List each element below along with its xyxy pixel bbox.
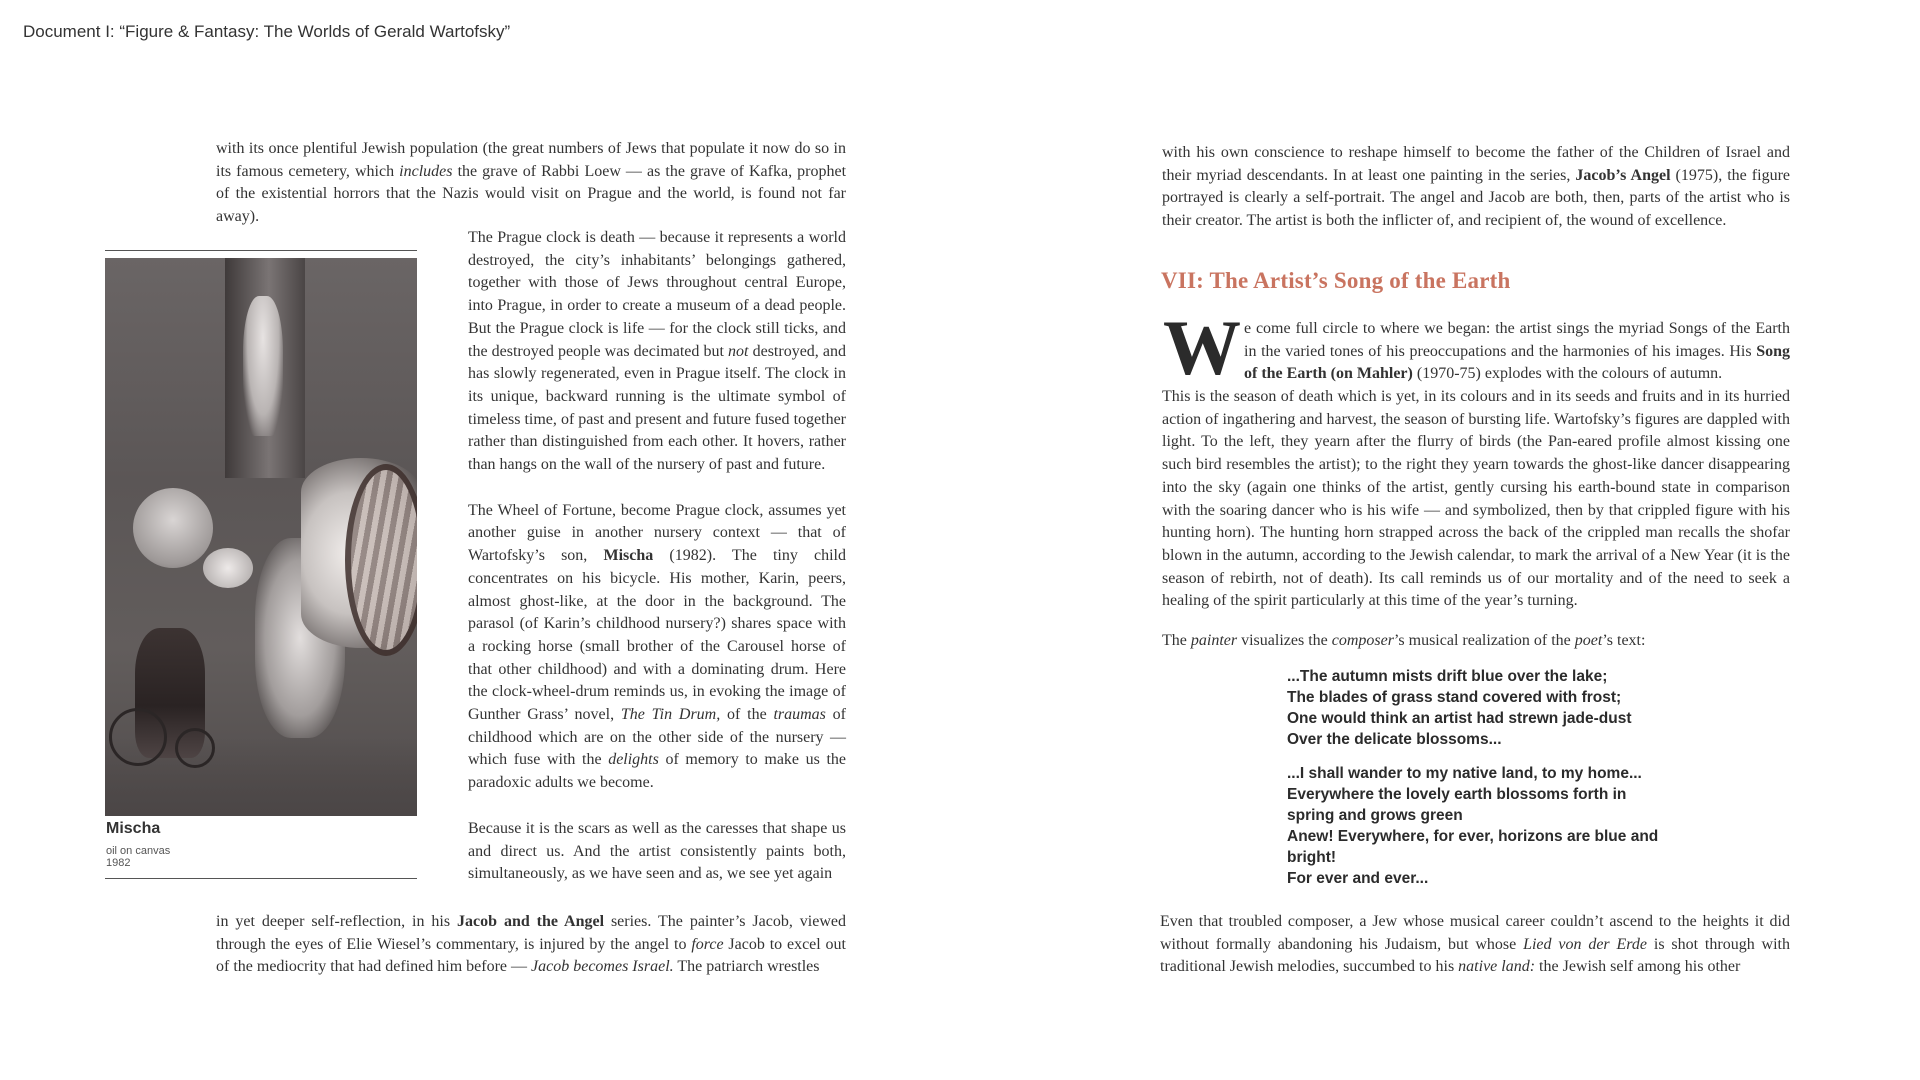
paragraph: This is the season of death which is yet, in its colours and in its seeds and fruits and in its hurried action of ingathering and harvest, the season of bursting life. Wartofsky’s figures are dappled with light. To the left, they yearn after the flurry of birds (the Pan-eared profile almost kissing one such bird resembles the artist); to the right they yearn towards the ghost-like dancer disappearing into the sky (again one thinks of the artist, gently cursing his earth-bound state in comparison with the soaring dancer who is his wife — and symbolized, then by that crippled figure with his hunting horn). The hunting horn strapped across the back of the crippled man recalls the shofar blown in the autumn, according to the Jewish calendar, to mark the arrival of a New Year (it is the season of rebirth, not of death). Its call reminds us of our mortality and of the need to seek a healing of the spirit particularly at this time of the year’s turning. [1162,388,1790,610]
painting-parasol [133,488,213,568]
painting-parasol-small [203,548,253,588]
italic-text: painter [1190,632,1238,649]
right-main-paragraph [1162,386,1790,613]
right-bottom-paragraph [1160,911,1790,979]
bold-text: Jacob and the Angel [457,913,605,930]
poem-intro [1162,630,1790,653]
poem-line: bright! [1287,849,1337,866]
paragraph: The painter visualizes the composer’s musical realization of the poet’s text: [1162,632,1646,649]
italic-text: not [728,342,749,360]
poem-line: The blades of grass stand covered with frost; [1287,689,1622,706]
figure-caption-year: 1982 [106,857,131,869]
italic-text: traumas [773,706,826,724]
poem-stanza-2 [1287,763,1687,889]
paragraph: Even that troubled composer, a Jew whose musical career couldn’t ascend to the heights it did without formally abandoning his Judaism, but whose Lied von der Erde is shot through with traditional Jewish melodies, succumbed to his native land: the Jewish self among his other [1160,913,1790,976]
painting-mother-figure [243,296,283,436]
left-right-column [468,227,846,909]
bold-text: Song of the Earth (on Mahler) [1244,342,1790,383]
bold-text: Jacob’s Angel [1575,166,1671,184]
painting-bicycle-wheel [175,728,215,768]
paragraph: Because it is the scars as well as the caresses that shape us and direct us. And the artist consistently paints both, simultaneously, as we have seen and as, we see yet again [468,819,846,883]
poem-line: Anew! Everywhere, for ever, horizons are blue and [1287,828,1659,845]
paragraph: with its once plentiful Jewish population (the great numbers of Jews that populate it now do so in its famous cemetery, which includes the grave of Rabbi Loew — as the grave of Kafka, prophet of the existential horrors that the Nazis would visit on Prague and the world, is found not far away). [216,140,847,226]
paragraph: The Prague clock is death — because it represents a world destroyed, the city’s inhabitants’ belongings gathered, together with those of Jews throughout central Europe, into Prague, in order to create a museum of a dead people. But the Prague clock is life — for the clock still ticks, and the destroyed people was decimated but not destroyed, and has slowly regenerated, even in Prague itself. The clock in its unique, backward running is the ultimate symbol of timeless time, of past and present and future fused together rather than distinguished from each other. It hovers, rather than hangs on the wall of the nursery of past and future. [468,229,846,474]
figure-caption-title: Mischa [106,820,161,837]
poem-line: spring and grows green [1287,807,1463,824]
figure-caption-medium: oil on canvas [106,845,171,857]
italic-text: Jacob becomes Israel. [531,958,674,976]
left-top-paragraph [216,138,846,229]
figure-top-rule [105,250,417,251]
left-bottom-paragraph [216,911,846,979]
italic-text: Lied von der Erde [1523,935,1648,953]
drop-cap: W [1163,304,1241,391]
poem-line: One would think an artist had strewn jade-dust [1287,710,1632,727]
painting-drum-rim [345,464,417,656]
bold-text: Mischa [603,547,654,565]
right-first-lines [1244,318,1790,386]
paragraph: e come full circle to where we began: the artist sings the myriad Songs of the Earth in the varied tones of his preoccupations and the harmonies of his images. His Song of the Earth (on Mahler) (1970-75) explodes with the colours of autumn. [1244,320,1790,383]
right-top-paragraph [1162,142,1790,233]
paragraph: in yet deeper self-reflection, in his Jacob and the Angel series. The painter’s Jacob, viewed through the eyes of Elie Wiesel’s commentary, is injured by the angel to force Jacob to excel out of the mediocrity that had defined him before — Jacob becomes Israel. The patriarch wrestles [216,913,846,976]
italic-text: composer [1331,632,1394,649]
paragraph: The Wheel of Fortune, become Prague clock, assumes yet another guise in another nursery context — that of Wartofsky’s son, Mischa (1982). The tiny child concentrates on his bicycle. His mother, Karin, peers, almost ghost-like, at the door in the background. The parasol (of Karin’s childhood nursery?) shares space with a rocking horse (small brother of the Carousel horse of that other childhood) and with a dominating drum. Here the clock-wheel-drum reminds us, in evoking the image of Gunther Grass’ novel, The Tin Drum, of the traumas of childhood which are on the other side of the nursery — which fuse with the delights of memory to make us the paradoxic adults we become. [468,501,847,792]
painting-bicycle-wheel [109,708,167,766]
italic-text: poet [1574,632,1603,649]
poem-line: For ever and ever... [1287,870,1429,887]
section-heading: VII: The Artist’s Song of the Earth [1161,268,1511,293]
poem-line: Everywhere the lovely earth blossoms forth in [1287,786,1627,803]
italic-text: The Tin Drum, [620,706,721,724]
poem-line: Over the delicate blossoms... [1287,731,1502,748]
figure-bottom-rule [105,878,417,879]
italic-text: native land: [1458,958,1536,976]
poem-line: ...I shall wander to my native land, to my home... [1287,765,1642,782]
poem-stanza-1 [1287,666,1631,750]
italic-text: force [691,935,724,953]
poem-line: ...The autumn mists drift blue over the lake; [1287,668,1608,685]
italic-text: delights [608,751,659,769]
mischa-painting [105,258,417,816]
italic-text: includes [399,162,453,180]
document-title: Document I: “Figure & Fantasy: The Worlds of Gerald Wartofsky” [23,22,511,41]
paragraph: with his own conscience to reshape himself to become the father of the Children of Israel and their myriad descendants. In at least one painting in the series, Jacob’s Angel (1975), the figure portrayed is clearly a self-portrait. The angel and Jacob are both, then, parts of the artist who is their creator. The artist is both the inflicter of, and recipient of, the wound of excellence. [1162,144,1791,230]
